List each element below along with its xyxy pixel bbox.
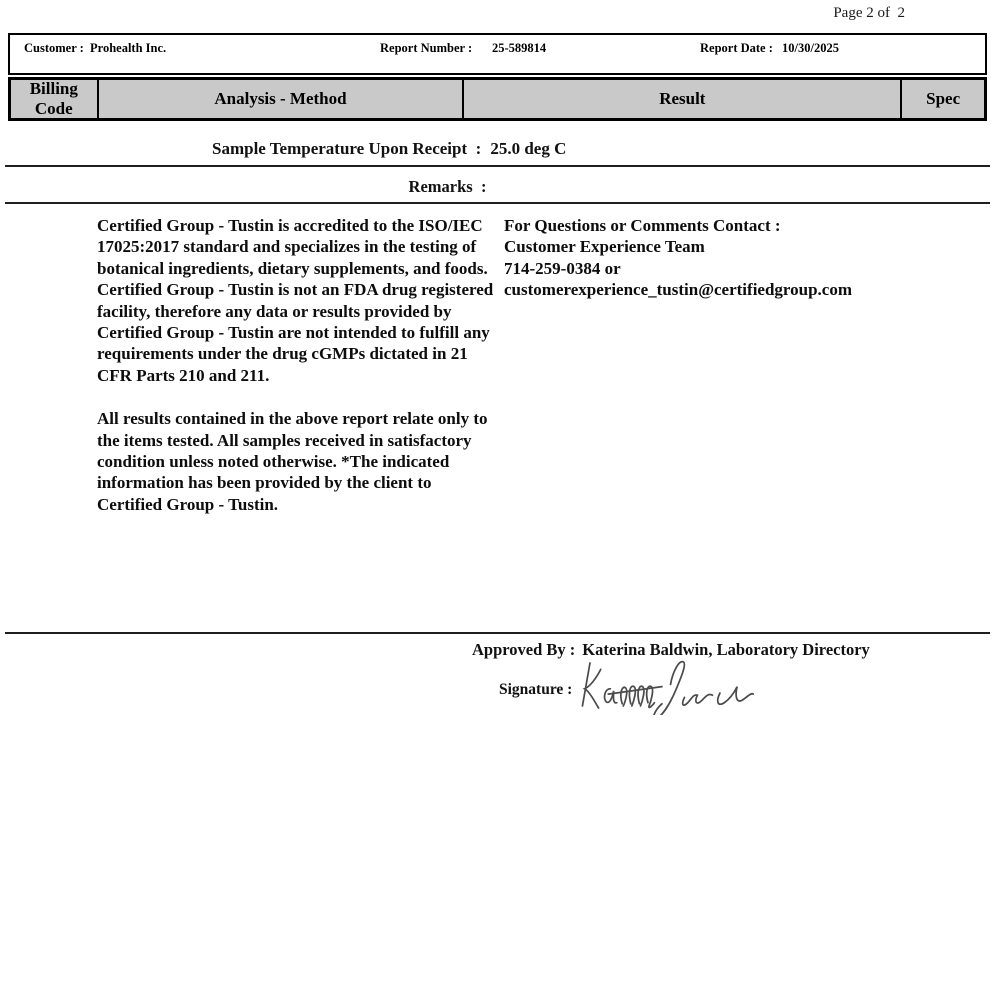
report-number-value: 25-589814 xyxy=(492,41,547,55)
signature-label: Signature : xyxy=(499,681,573,698)
remarks-heading: Remarks : xyxy=(408,177,487,196)
contact-block xyxy=(504,215,902,515)
report-number-label: Report Number : xyxy=(380,41,473,55)
report-date-label: Report Date : xyxy=(700,41,773,55)
approved-by-value: Katerina Baldwin, Laboratory Directory xyxy=(582,640,870,659)
column-header-billing-code: Billing Code xyxy=(11,80,99,118)
column-header-analysis-method: Analysis - Method xyxy=(99,80,465,118)
report-date-value: 10/30/2025 xyxy=(782,41,839,55)
section-divider-remarks xyxy=(5,202,990,204)
accreditation-paragraph: Certified Group - Tustin is accredited to the ISO/IEC 17025:2017 standard and specializes in the testing of botanical ingredients, dietary supplements, and foods. Certified Group - Tustin is not an FDA drug registered facility, therefore any data or results provided by Certified Group - Tustin are not intended to fulfill any requirements under the drug cGMPs dictated in 21 CFR Parts 210 and 211. xyxy=(97,216,494,385)
customer-info-box xyxy=(8,33,987,75)
contact-email: customerexperience_tustin@certifiedgroup.com xyxy=(504,280,853,300)
sample-temperature-value: 25.0 deg C xyxy=(490,139,567,158)
section-divider-top xyxy=(5,165,990,167)
results-table-header-row xyxy=(8,77,987,121)
signature-image xyxy=(576,655,764,715)
column-header-spec: Spec xyxy=(902,80,984,118)
approved-by-label: Approved By : xyxy=(472,640,576,659)
remarks-left-column xyxy=(97,215,497,515)
page-indicator: Page 2 of 2 xyxy=(833,5,905,21)
disclaimer-paragraph: All results contained in the above report relate only to the items tested. All samples received in satisfactory condition unless noted otherwise. *The indicated information has been provided by the client to Certified Group - Tustin. xyxy=(97,409,488,514)
customer-label: Customer : xyxy=(24,41,84,55)
sample-temperature-line xyxy=(212,139,566,159)
section-divider-approval xyxy=(5,632,990,634)
remarks-body xyxy=(97,215,902,515)
contact-phone: 714-259-0384 or xyxy=(504,258,621,278)
sample-temperature-label: Sample Temperature Upon Receipt : xyxy=(212,139,482,158)
contact-team: Customer Experience Team xyxy=(504,237,705,257)
contact-heading: For Questions or Comments Contact : xyxy=(504,216,781,235)
column-header-result: Result xyxy=(464,80,902,118)
customer-value: Prohealth Inc. xyxy=(90,41,167,55)
